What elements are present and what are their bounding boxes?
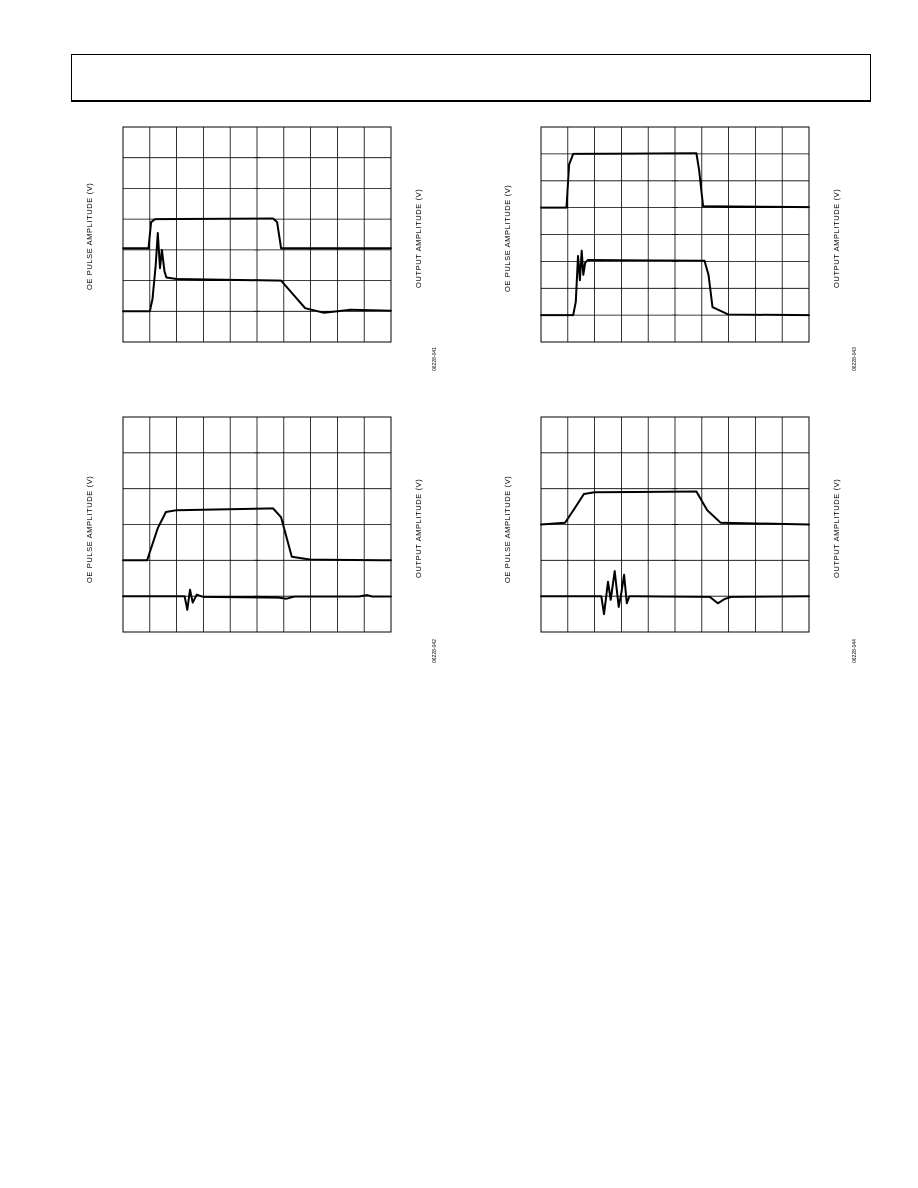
scope-plot-bottom-left — [123, 417, 391, 632]
left-axis-label: OE PULSE AMPLITUDE (V) — [85, 182, 94, 290]
figure-code: 06228-041 — [432, 347, 438, 371]
right-axis-label: OUTPUT AMPLITUDE (V) — [414, 188, 423, 288]
left-axis-label: OE PULSE AMPLITUDE (V) — [503, 475, 512, 583]
right-axis-label: OUTPUT AMPLITUDE (V) — [832, 188, 841, 288]
figure-code: 06228-044 — [852, 639, 858, 663]
figure-code: 06228-043 — [852, 347, 858, 371]
right-axis-label: OUTPUT AMPLITUDE (V) — [414, 478, 423, 578]
scope-plot-top-right — [541, 127, 809, 342]
scope-panel-bottom-right — [541, 417, 809, 632]
page-header-frame — [71, 54, 871, 102]
left-axis-label: OE PULSE AMPLITUDE (V) — [85, 475, 94, 583]
scope-panel-top-left — [123, 127, 391, 342]
left-axis-label: OE PULSE AMPLITUDE (V) — [503, 184, 512, 292]
scope-panel-top-right — [541, 127, 809, 342]
scope-plot-bottom-right — [541, 417, 809, 632]
figure-code: 06228-042 — [432, 639, 438, 663]
right-axis-label: OUTPUT AMPLITUDE (V) — [832, 478, 841, 578]
scope-plot-top-left — [123, 127, 391, 342]
scope-panel-bottom-left — [123, 417, 391, 632]
